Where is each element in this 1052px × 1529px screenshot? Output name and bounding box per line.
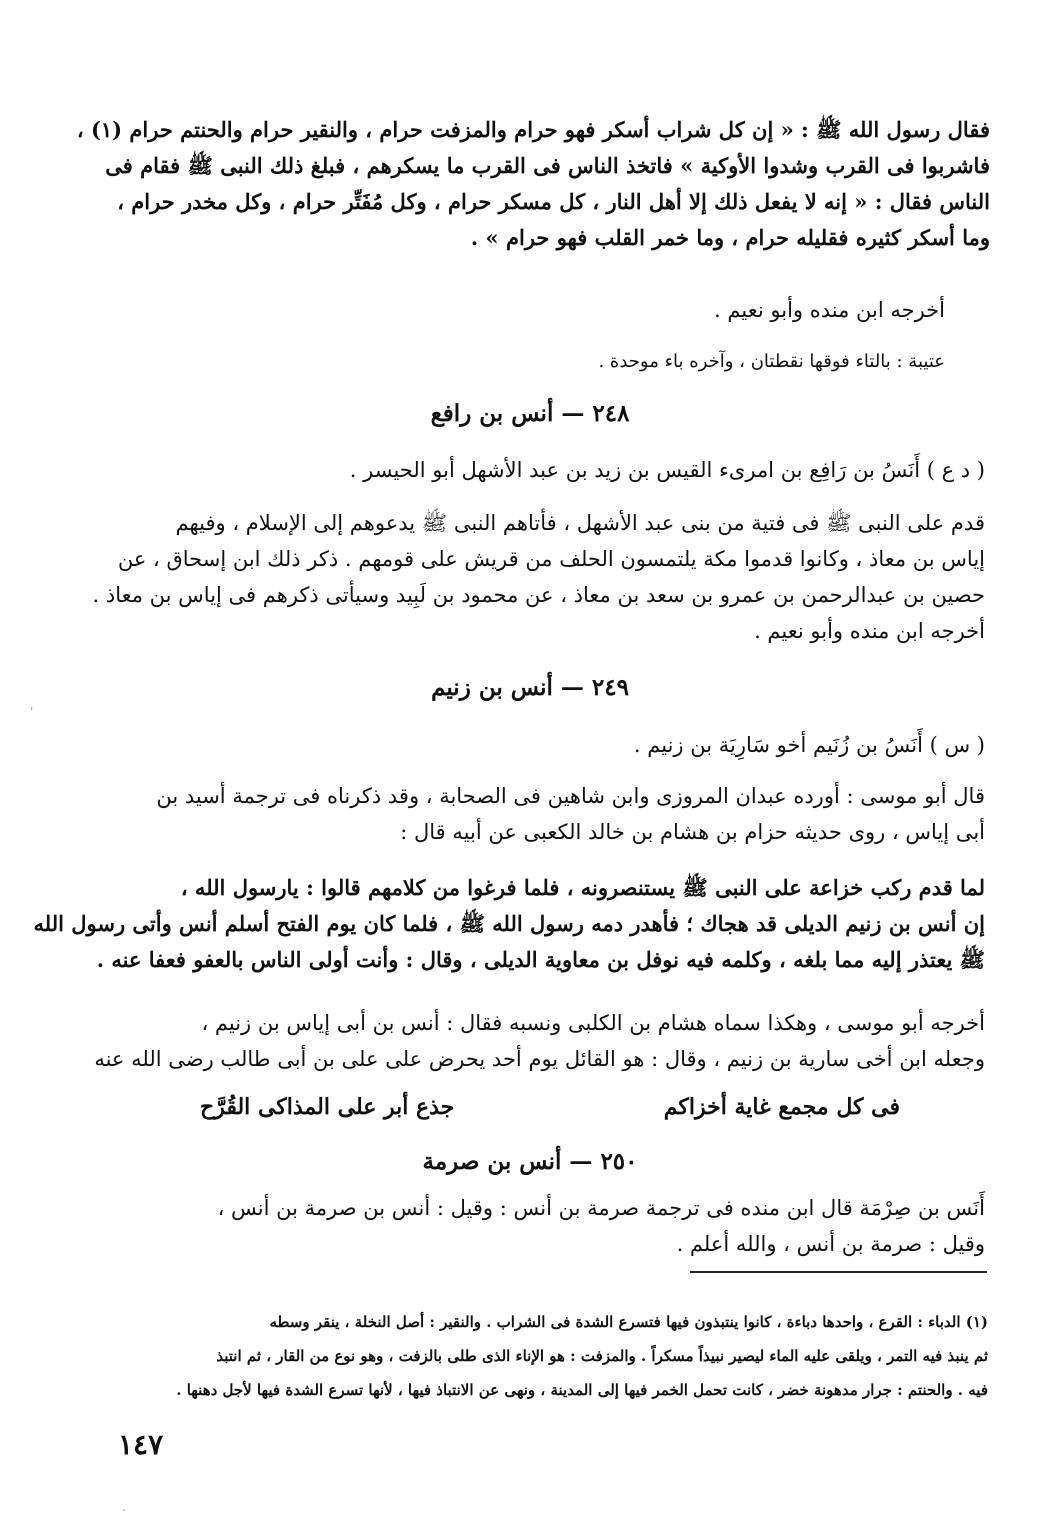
- attribution-line: أخرجه ابن منده وأبو نعيم .: [714, 298, 945, 322]
- footnote-line: فيه . والحنتم : جرار مدهونة خضر ، كانت تحمل الخمر فيها إلى المدينة ، ونهى عن الانتباذ فيها ، لأنها تسرع الشدة فيها لأجل دهنها .: [176, 1381, 988, 1399]
- footnote-divider: [690, 1271, 987, 1273]
- text-line: وقيل : صرمة بن أنس ، والله أعلم .: [676, 1232, 985, 1256]
- text-line: قدم على النبى ﷺ فى فتية من بنى عبد الأشهل ، فأتاهم النبى ﷺ يدعوهم إلى الإسلام ، وفيهم: [175, 511, 985, 535]
- footnote-line: (١) الدباء : القرع ، واحدها دباءة ، كانوا ينتبذون فيها فتسرع الشدة فى الشراب . والنقير : أصل النخلة ، ينقر وسطه: [269, 1313, 988, 1331]
- text-line: ﷺ يعتذر إليه مما بلغه ، وكلمه فيه نوفل بن معاوية الديلى ، وقال : وأنت أولى الناس بالعفو فعفا عنه .: [96, 947, 985, 972]
- entry-body-248: [92, 505, 985, 649]
- poem-hemistich-second: جذع أبر على المذاكى القُرَّح: [200, 1094, 455, 1120]
- text-line: أبى إياس ، روى حديثه حزام بن هشام بن خالد الكعبى عن أبيه قال :: [400, 820, 985, 844]
- scan-speck: ': [30, 705, 34, 719]
- entry-lineage-249: ( س ) أَنَسُ بن زُنَيم أخو سَارِيَة بن زنيم .: [633, 733, 985, 757]
- text-line: وجعله ابن أخى سارية بن زنيم ، وقال : هو القائل يوم أحد يحرض على على بن أبى طالب رضى الله عنه: [94, 1047, 985, 1071]
- spelling-note: عتيبة : بالتاء فوقها نقطتان ، وآخره باء موحدة .: [598, 351, 945, 372]
- text-line: إن أنس بن زنيم الديلى قد هجاك ؛ فأهدر دمه رسول الله ﷺ ، فلما كان يوم الفتح أسلم أنس وأتى رسول الله: [33, 911, 985, 936]
- footnote-line: ثم ينبذ فيه التمر ، ويلقى عليه الماء ليصير نبيذاً مسكراً . والمزفت : هو الإناء الذى طلى بالزفت ، وهو نوع من القار ، ثم انتبذ: [216, 1347, 988, 1365]
- scan-speck: .: [122, 1500, 126, 1514]
- text-line: وما أسكر كثيره فقليله حرام ، وما خمر القلب فهو حرام » .: [470, 225, 990, 250]
- text-line: الناس فقال : « إنه لا يفعل ذلك إلا أهل النار ، كل مسكر حرام ، وكل مُفَتِّر حرام ، وكل مخدر حرام ،: [117, 189, 990, 214]
- poem-hemistich-first: فى كل مجمع غاية أخزاكم: [663, 1094, 900, 1120]
- entry-note-249: [94, 1005, 985, 1077]
- text-line: فاشربوا فى القرب وشدوا الأوكية » فاتخذ الناس فى القرب ما يسكرهم ، فبلغ ذلك النبى ﷺ فقام فى: [105, 153, 990, 178]
- text-line: فقال رسول الله ﷺ : « إن كل شراب أسكر فهو حرام والمزفت حرام ، والنقير حرام والحنتم حرام (١) ،: [76, 117, 990, 142]
- text-line: لما قدم ركب خزاعة على النبى ﷺ يستنصرونه ، فلما فرغوا من كلامهم قالوا : يارسول الله ،: [180, 875, 985, 900]
- text-line: أخرجه ابن منده وأبو نعيم .: [754, 619, 985, 643]
- poem-verse: [200, 1094, 900, 1120]
- text-line: حصين بن عبدالرحمن بن عمرو بن سعد بن معاذ ، عن محمود بن لَبِيد وسيأتى ذكرهم فى إياس بن معاذ .: [92, 583, 985, 607]
- hadith-paragraph: [76, 112, 990, 256]
- entry-heading-250: ٢٥٠ — أنس بن صرمة: [422, 1148, 638, 1175]
- text-line: أخرجه أبو موسى ، وهكذا سماه هشام بن الكلبى ونسبه فقال : أنس بن أبى إياس بن زنيم ،: [201, 1011, 985, 1035]
- text-line: قال أبو موسى : أورده عبدان المروزى وابن شاهين فى الصحابة ، وقد ذكرناه فى ترجمة أسيد بن: [156, 784, 985, 808]
- entry-heading-249: ٢٤٩ — أنس بن زنيم: [431, 674, 629, 701]
- entry-quote-249: [33, 870, 985, 978]
- text-line: إياس بن معاذ ، وكانوا قدموا مكة يلتمسون الحلف من قريش على قومهم . ذكر ذلك ابن إسحاق ، عن: [117, 547, 985, 571]
- entry-body-249: [130, 778, 985, 850]
- entry-body-250: [130, 1190, 985, 1262]
- entry-heading-248: ٢٤٨ — أنس بن رافع: [430, 400, 630, 427]
- entry-lineage-248: ( د ع ) أَنَسُ بن رَافِع بن امرىء القيس بن زيد بن عبد الأشهل أبو الحيسر .: [349, 458, 985, 482]
- page-number: ١٤٧: [118, 1428, 164, 1461]
- footnote: [118, 1305, 988, 1407]
- text-line: أَنَس بن صِرْمَة قال ابن منده فى ترجمة صرمة بن أنس : وقيل : أنس بن صرمة بن أنس ،: [217, 1196, 985, 1220]
